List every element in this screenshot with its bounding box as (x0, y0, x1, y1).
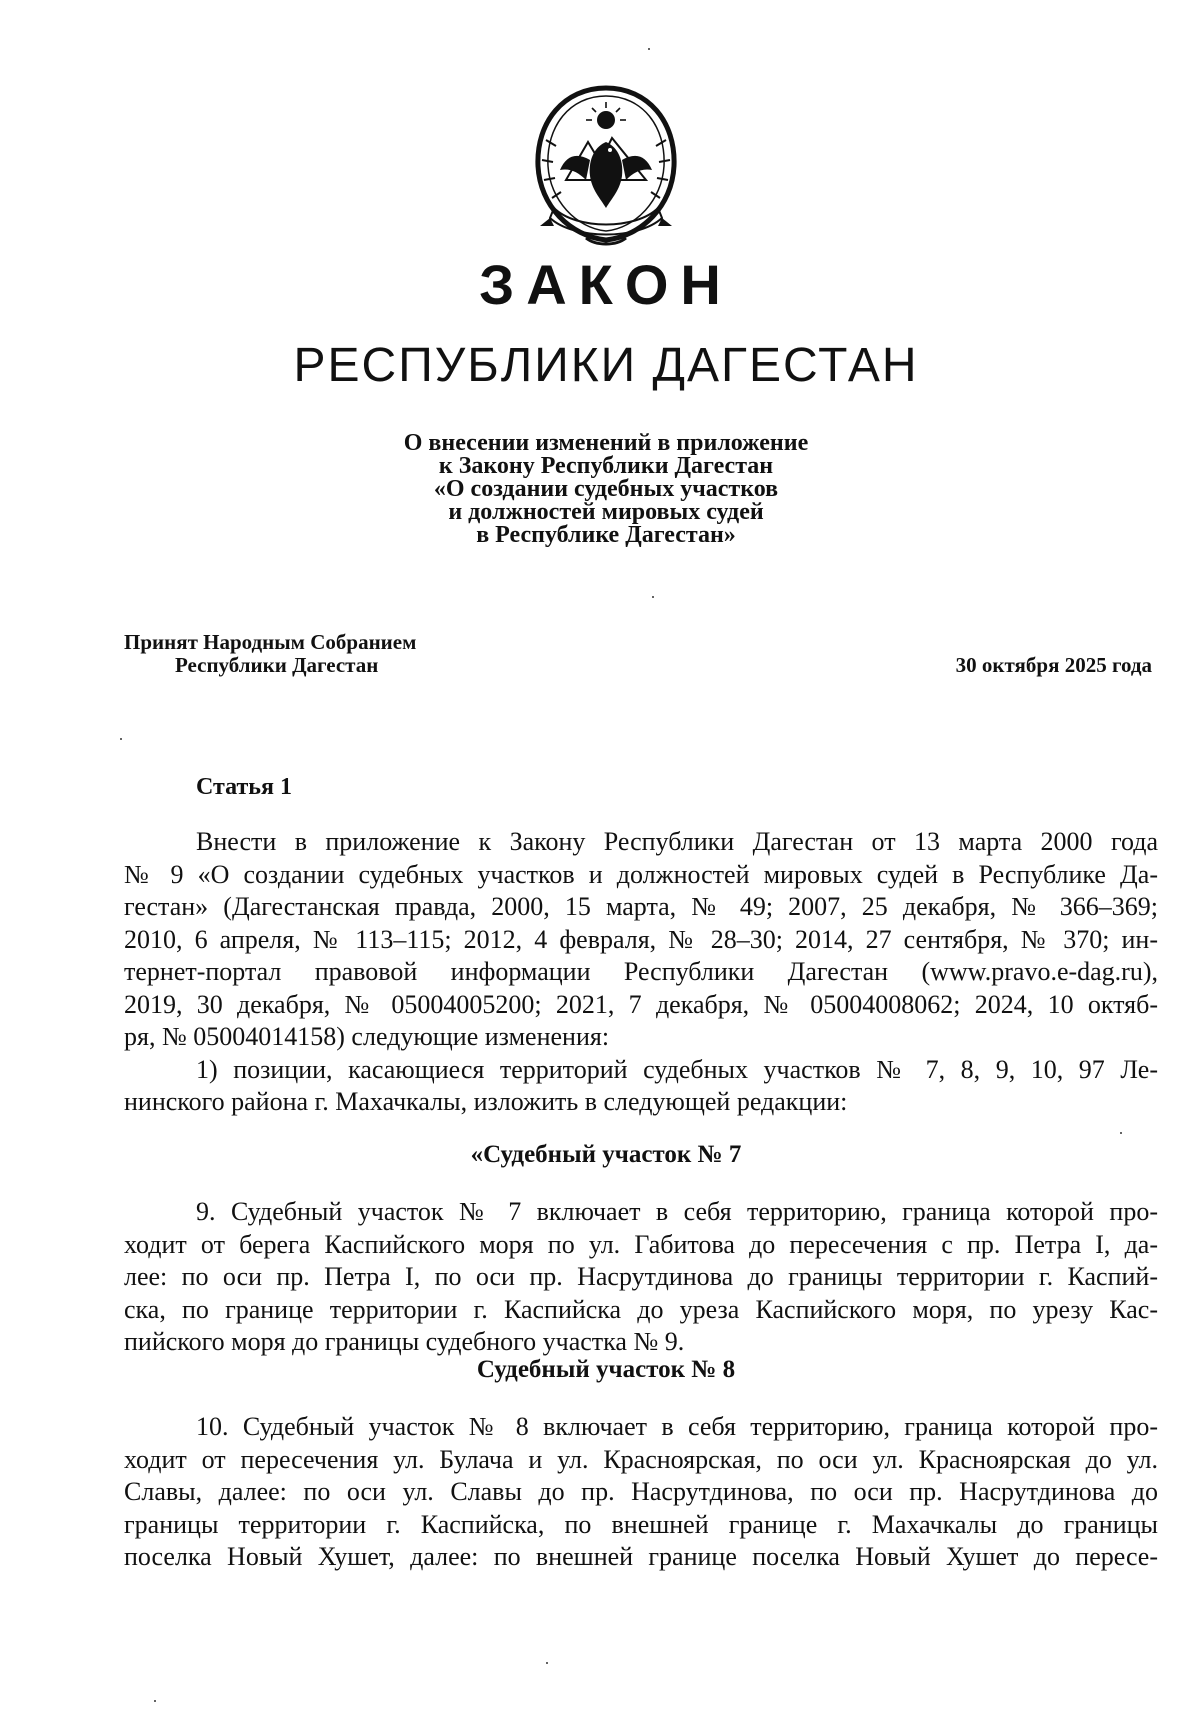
coat-of-arms-emblem (526, 80, 686, 250)
text-line: нинского района г. Махачкалы, изложить в следующей редакции: (124, 1087, 848, 1116)
text-line: 2010, 6 апреля, № 113–115; 2012, 4 февраля, № 28–30; 2014, 27 сентября, № 370; ин- (124, 924, 1158, 954)
heading-line: «О создании судебных участков (433, 476, 779, 502)
dagestan-coat-of-arms-icon (526, 80, 686, 250)
text-line: границы территории г. Каспийска, по внешней границе г. Махачкалы до границы (124, 1509, 1158, 1539)
law-title: ЗАКОН (479, 253, 733, 316)
text-line: ходит от пересечения ул. Булача и ул. Красноярская, по оси ул. Красноярская до ул. (124, 1444, 1158, 1474)
scan-speck (120, 738, 122, 740)
text-line: ря, № 05004014158) следующие изменения: (124, 1022, 610, 1051)
scan-speck (652, 596, 654, 598)
heading-line: к Закону Республики Дагестан (438, 453, 774, 479)
document-heading (0, 432, 1200, 547)
scan-speck (154, 1700, 156, 1702)
adoption-line-1: Принят Народным Собранием (124, 630, 417, 654)
adoption-date: 30 октября 2025 года (955, 653, 1152, 677)
text-line: Славы, далее: по оси ул. Славы до пр. Насрутдинова, по оси пр. Насрутдинова до (124, 1477, 1158, 1506)
text-line: ска, по границе территории г. Каспийска до уреза Каспийского моря, по урезу Кас- (124, 1294, 1158, 1324)
text-line: Внести в приложение к Закону Республики Дагестан от 13 марта 2000 года (196, 827, 1158, 856)
text-line: тернет-портал правовой информации Республики Дагестан (www.pravo.e-dag.ru), (124, 957, 1158, 986)
scan-speck (648, 48, 650, 50)
scan-speck (1120, 1132, 1122, 1134)
text-line: 10. Судебный участок № 8 включает в себя территорию, граница которой про- (196, 1412, 1158, 1441)
article-title: Статья 1 (196, 774, 292, 800)
section-text (124, 1196, 1158, 1359)
text-line: гестан» (Дагестанская правда, 2000, 15 марта, № 49; 2007, 25 декабря, № 366–369; (124, 892, 1158, 921)
text-line: 1) позиции, касающиеся территорий судебных участков № 7, 8, 9, 10, 97 Ле- (196, 1054, 1158, 1084)
text-line: № 9 «О создании судебных участков и должностей мировых судей в Республике Да- (124, 859, 1158, 889)
law-subtitle: РЕСПУБЛИКИ ДАГЕСТАН (293, 339, 919, 392)
section-heading: Судебный участок № 8 (476, 1356, 736, 1383)
heading-line: и должностей мировых судей (448, 499, 764, 525)
heading-line: О внесении изменений в приложение (403, 430, 809, 456)
section-text (124, 1411, 1158, 1574)
scan-speck (546, 1662, 548, 1664)
article-intro (124, 826, 1158, 1119)
text-line: 2019, 30 декабря, № 05004005200; 2021, 7 декабря, № 05004008062; 2024, 10 октяб- (124, 989, 1158, 1019)
text-line: лее: по оси пр. Петра I, по оси пр. Насрутдинова до границы территории г. Каспий- (124, 1262, 1158, 1291)
text-line: 9. Судебный участок № 7 включает в себя территорию, граница которой про- (196, 1197, 1158, 1226)
text-line: ходит от берега Каспийского моря по ул. Габитова до пересечения с пр. Петра I, да- (124, 1229, 1158, 1259)
adoption-line-2: Республики Дагестан (175, 653, 379, 677)
adoption-authority (124, 631, 416, 677)
text-line: поселка Новый Хушет, далее: по внешней границе поселка Новый Хушет до пересе- (124, 1542, 1158, 1571)
text-line: пийского моря до границы судебного участка № 9. (124, 1327, 685, 1356)
section-heading: «Судебный участок № 7 (470, 1141, 742, 1168)
heading-line: в Республике Дагестан» (476, 522, 736, 548)
